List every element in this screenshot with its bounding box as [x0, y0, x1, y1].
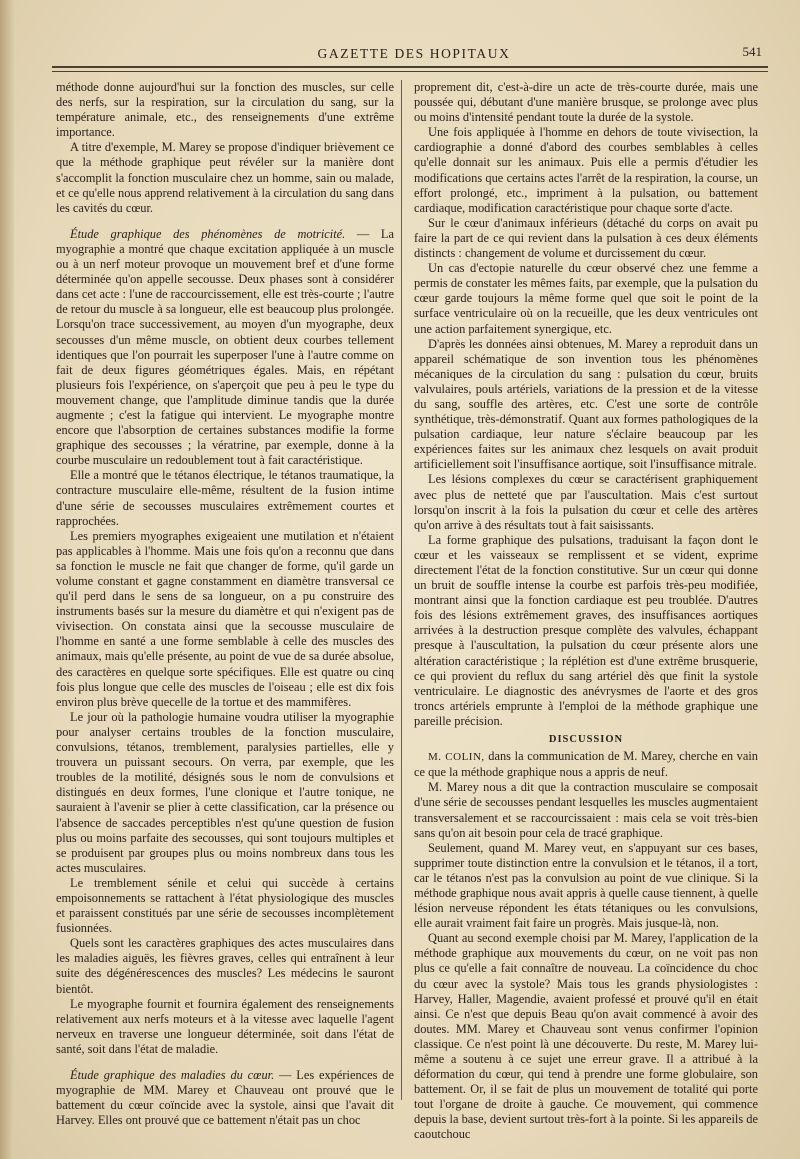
- speaker-name: M. COLIN,: [428, 751, 485, 764]
- paragraph-body: — La myographie a montré que chaque excitation appliquée à un muscle ou à un nerf moteur provoque un mouvement bref et d'une forme déterminée qu'on appelle secousse. Deux phases sont à considérer dans cet acte : l'une de raccourcissement, elle est très-courte ; l'autre de retour du muscle à sa longueur, elle est beaucoup plus prolongée. Lorsqu'on trace successivement, au moyen d'un myographe, deux secousses d'un même muscle, on obtient deux courbes tellement identiques que l'on pourrait les superposer l'une à l'autre comme on fait de deux figures géométriques égales. Mais, en répétant plusieurs fois l'expérience, on s'aperçoit que peu à peu le type du mouvement change, que l'amplitude diminue tandis que la durée augmente ; c'est la fatigue qui intervient. Le myographe montre encore que l'absorption de certaines substances modifie la forme graphique des secousses ; la vératrine, par exemple, donne à la courbe musculaire un redoublement tout à fait caractéristique.: [56, 226, 394, 468]
- page-edge: [0, 0, 14, 1159]
- running-title: GAZETTE DES HOPITAUX: [317, 46, 511, 61]
- section-heading-motricite: Étude graphique des phénomènes de motricité.: [70, 226, 346, 241]
- paragraph-colin: [414, 749, 758, 780]
- paragraph: Les premiers myographes exigeaient une mutilation et n'étaient pas applicables à l'homme. Mais une fois qu'on a reconnu que dans sa fonction le muscle ne fait que changer de forme, qu'il garde un volume constant et gagne constamment en diamètre transversal ce qu'il perd dans le sens de sa longueur, on a pu construire des instruments basés sur la mesure du diamètre et qui n'exigent pas de vivisection. On constata ainsi que la secousse musculaire de l'homme en santé a une forme semblable à celle des muscles des animaux, mais qu'elle présente, au point de vue de sa durée absolue, des caractères en quelque sorte spécifiques. Elle est quatre ou cinq fois plus longue que celle des muscles de l'oiseau ; elle est dix fois environ plus brève quecelle de la tortue et des mammifères.: [56, 528, 394, 709]
- paragraph: méthode donne aujourd'hui sur la fonction des muscles, sur celle des nerfs, sur la respiration, sur la circulation du sang, sur la température animale, etc., des renseignements d'une extrême importance.: [56, 80, 394, 140]
- paragraph: Les lésions complexes du cœur se caractérisent graphiquement avec plus de netteté que par l'auscultation. Mais c'est surtout lorsqu'on inscrit à la fois la pulsation du cœur et celle des artères qu'on arrive à des résultats tout à fait saisissants.: [414, 472, 758, 532]
- paragraph-motricite: [56, 227, 394, 469]
- paragraph: M. Marey nous a dit que la contraction musculaire se composait d'une série de secousses pendant lesquelles les muscles augmentaient transversalement et se raccourcissaient : mais cela se voit très-bien sans qu'on ait besoin pour cela de tracé graphique.: [414, 780, 758, 840]
- header-rule-thin: [52, 71, 768, 72]
- column-divider: [401, 80, 402, 1100]
- paragraph: Le tremblement sénile et celui qui succède à certains empoisonnements se rattachent à l'état physiologique des muscles et paraissent constitués par une série de secousses incomplètement fusionnées.: [56, 875, 394, 936]
- paragraph: La forme graphique des pulsations, traduisant la façon dont le cœur et les vaisseaux se remplissent et se vident, exprime directement l'état de la fonction constitutive. Sur un cœur qui donne un bruit de souffle intense la courbe est parfois très-peu modifiée, montrant ainsi que la fonction cardiaque est peu troublée. D'autres fois des lésions extrêmement graves, des insuffisances aortiques arrivées à la destruction presque complète des valvules, échappant presque à l'auscultation, la pulsation du cœur présente alors une altération caractéristique ; la réplétion est d'une extrême brusquerie, ce qui provient du reflux du sang artériel dès que finit la systole ventriculaire. Le diagnostic des anévrysmes de l'aorte et des gros troncs artériels emprunte à l'emploi de la méthode graphique une pareille précision.: [414, 532, 758, 728]
- header-rule-thick: [52, 66, 768, 68]
- page-number: 541: [742, 44, 762, 59]
- paragraph-coeur: [56, 1068, 394, 1128]
- section-heading-coeur: Étude graphique des maladies du cœur.: [70, 1068, 275, 1082]
- left-column: [56, 80, 394, 1128]
- paragraph: Un cas d'ectopie naturelle du cœur observé chez une femme a permis de constater les mêmes faits, par exemple, que la pulsation du cœur garde toujours la même forme quel que soit le point de la surface ventriculaire où on la recueille, que les deux ventricules ont une action parfaitement synergique, etc.: [414, 261, 758, 336]
- right-column: [414, 80, 758, 1143]
- paragraph-body: dans la communication de M. Marey, cherche en vain ce que la méthode graphique nous a appris de neuf.: [414, 749, 758, 780]
- paragraph: Le jour où la pathologie humaine voudra utiliser la myographie pour analyser certains troubles de la fonction musculaire, convulsions, tétanos, tremblement, paralysies partielles, elle y trouvera un puissant secours. On verra, par exemple, que les troubles de la motilité, désignés sous le nom de convulsions et distingués en deux formes, l'une clonique et l'autre tonique, ne sauraient à l'avenir se plier à cette classification, car la présence ou l'absence de saccades perceptibles n'est qu'une question de fusion plus ou moins parfaite des secousses, qui sont toujours multiples et se produisent par groupes plus ou moins nombreux dans tous les actes musculaires.: [56, 709, 394, 875]
- paragraph: Une fois appliquée à l'homme en dehors de toute vivisection, la cardiographie a donné d'abord des courbes semblables à celles qu'elle donnait sur les animaux. Puis elle a permis d'étudier les modifications que certains actes l'arrêt de la respiration, la course, un effort prolongé, etc., impriment à la pulsation, ou battement cardiaque, modification caractéristique pour chaque sorte d'acte.: [414, 125, 758, 215]
- paragraph: Le myographe fournit et fournira également des renseignements relativement aux nerfs moteurs et à la vitesse avec laquelle l'agent nerveux en traverse une longueur déterminée, soit dans l'état de santé, soit dans l'état de maladie.: [56, 996, 394, 1056]
- paragraph: proprement dit, c'est-à-dire un acte de très-courte durée, mais une poussée qui, débutant d'une manière brusque, se prolonge avec plus ou moins d'intensité pendant toute la durée de la systole.: [414, 80, 758, 125]
- paragraph: Quant au second exemple choisi par M. Marey, l'application de la méthode graphique aux mouvements du cœur, on ne voit pas non plus ce qu'elle a fait connaître de nouveau. La coïncidence du choc du cœur avec la systole? Mais tous les grands physiologistes : Harvey, Haller, Magendie, avaient professé et prouvé qu'il en était ainsi. Ce n'est que depuis Beau qu'on avait commencé à avoir des doutes. MM. Marey et Chauveau sont venus confirmer l'opinion classique. Ce n'est point là une découverte. Du reste, M. Marey lui-même a soutenu à ce sujet une erreur grave. Il a attribué à la déformation du cœur, qui tend à prendre une forme globulaire, son battement. Or, il se fait de plus un mouvement de totalité qui porte tout l'organe de droite à gauche. Ce mouvement, qui commence depuis la base, devient surtout très-fort à la pointe. Si les appareils de caoutchouc: [414, 931, 758, 1142]
- paragraph: Elle a montré que le tétanos électrique, le tétanos traumatique, la contracture musculaire elle-même, résultent de la fusion intime d'une série de secousses musculaires extrêmement courtes et rapprochées.: [56, 468, 394, 528]
- discussion-heading: DISCUSSION: [548, 734, 624, 746]
- page-header: [58, 40, 770, 64]
- paragraph: Quels sont les caractères graphiques des actes musculaires dans les maladies aiguës, les fièvres graves, celles qui entraînent à leur suite des dégénérescences des muscles? Les médecins le sauront bientôt.: [56, 936, 394, 996]
- paragraph: Seulement, quand M. Marey veut, en s'appuyant sur ces bases, supprimer toute distinction entre la convulsion et le tétanos, il a tort, car le tétanos n'est pas la convulsion au point de vue clinique. Si la méthode graphique nous avait appris à quelle cause tiennent, à quelle lésion nerveuse répondent les états tétaniques ou les convulsions, elle aurait vraiment fait faire un progrès. Mais jusque-là, non.: [414, 840, 758, 931]
- paragraph: Sur le cœur d'animaux inférieurs (détaché du corps on avait pu faire la part de ce qui revient dans la pulsation à ces deux éléments distincts : changement de volume et durcissement du cœur.: [414, 215, 758, 261]
- paragraph: A titre d'exemple, M. Marey se propose d'indiquer brièvement ce que la méthode graphique peut révéler sur la manière dont s'accomplit la fonction musculaire chez un homme, sain ou malade, et ce qu'elle nous apprend relativement à la circulation du sang dans les cavités du cœur.: [56, 140, 394, 215]
- paragraph: D'après les données ainsi obtenues, M. Marey a reproduit dans un appareil schématique de son invention tous les phénomènes mécaniques de la circulation du sang : pulsation du cœur, bruits valvulaires, pouls artériels, variations de la pression et de la vitesse du sang, souffle des artères, etc. C'est une sorte de contrôle synthétique, très-démonstratif. Quant aux formes pathologiques de la pulsation cardiaque, leur nature s'éclaire beaucoup par les expériences faites sur les animaux chez lesquels on avait produit artificiellement soit l'insuffisance aortique, soit l'insuffisance mitrale.: [414, 336, 758, 472]
- paragraph-body: — Les expériences de myographie de MM. Marey et Chauveau ont prouvé que le battement du cœur coïncide avec la systole, ainsi que l'avait dit Harvey. Elles ont prouvé que ce battement n'était pas un choc: [56, 1068, 394, 1128]
